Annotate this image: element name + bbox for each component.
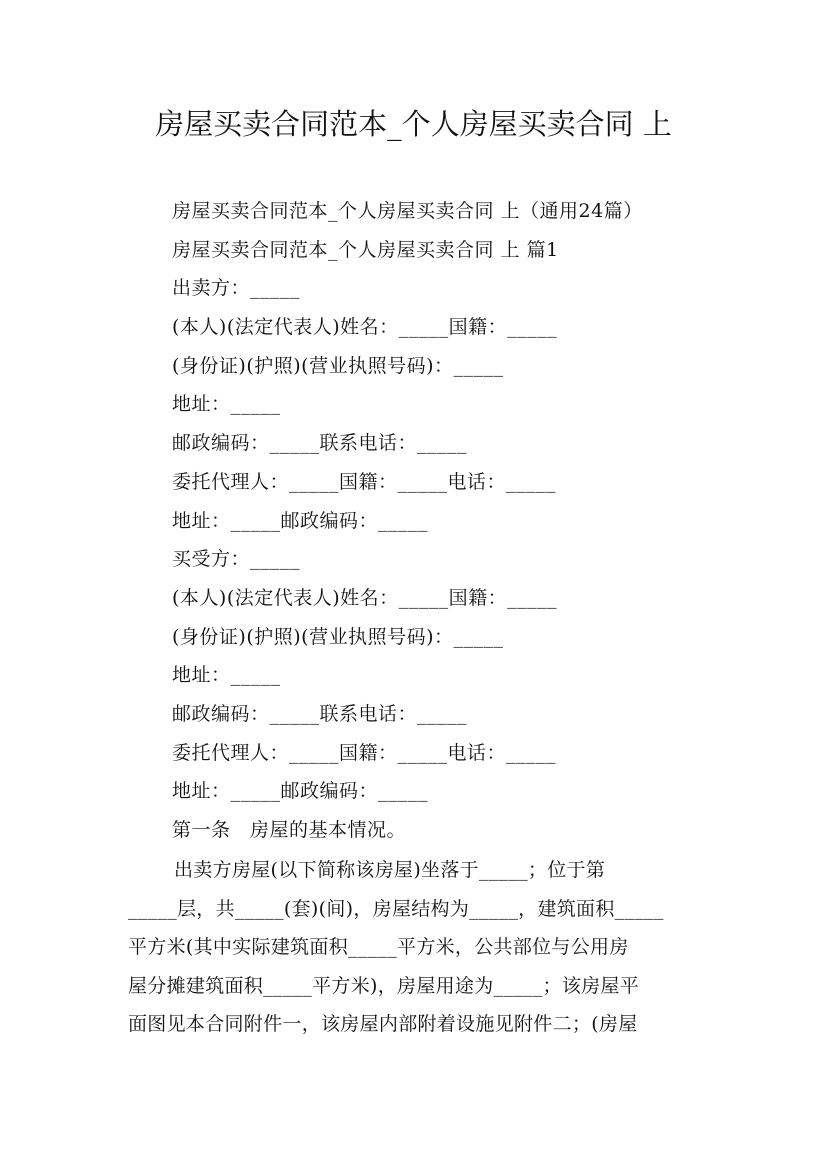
document-title: 房屋买卖合同范本_个人房屋买卖合同 上 [155,107,672,141]
section-heading: 房屋买卖合同范本_个人房屋买卖合同 上 篇1 [172,238,559,261]
article-one-paragraph [128,851,703,1044]
seller-postcode-line: 邮政编码：_____联系电话：_____ [172,432,468,455]
seller-address-line: 地址：_____ [172,393,281,416]
seller-name-line: (本人)(法定代表人)姓名：_____国籍：_____ [172,316,558,339]
seller-line: 出卖方：_____ [172,277,301,300]
article-one-heading: 第一条 房屋的基本情况。 [172,819,407,841]
buyer-line: 买受方：_____ [172,548,301,571]
buyer-agent-line: 委托代理人：_____国籍：_____电话：_____ [172,741,557,764]
buyer-agent-address-line: 地址：_____邮政编码：_____ [172,780,429,803]
buyer-postcode-line: 邮政编码：_____联系电话：_____ [172,702,468,725]
paragraph-line: _____层，共_____(套)(间)，房屋结构为_____，建筑面积_____ [128,897,664,920]
document-subtitle: 房屋买卖合同范本_个人房屋买卖合同 上（通用24篇） [172,200,643,222]
paragraph-line: 面图见本合同附件一，该房屋内部附着设施见附件二；(房屋 [128,1013,638,1035]
buyer-name-line: (本人)(法定代表人)姓名：_____国籍：_____ [172,586,558,609]
buyer-address-line: 地址：_____ [172,664,281,687]
seller-id-line: (身份证)(护照)(营业执照号码)：_____ [172,354,504,377]
paragraph-line: 平方米(其中实际建筑面积_____平方米，公共部位与公用房 [128,936,629,958]
contract-header-lines [172,192,772,850]
seller-agent-line: 委托代理人：_____国籍：_____电话：_____ [172,470,557,493]
paragraph-line: 屋分摊建筑面积_____平方米)，房屋用途为_____；该房屋平 [128,974,640,997]
buyer-id-line: (身份证)(护照)(营业执照号码)：_____ [172,625,504,648]
paragraph-line: 出卖方房屋(以下简称该房屋)坐落于_____；位于第 [174,859,606,881]
seller-agent-address-line: 地址：_____邮政编码：_____ [172,509,429,532]
